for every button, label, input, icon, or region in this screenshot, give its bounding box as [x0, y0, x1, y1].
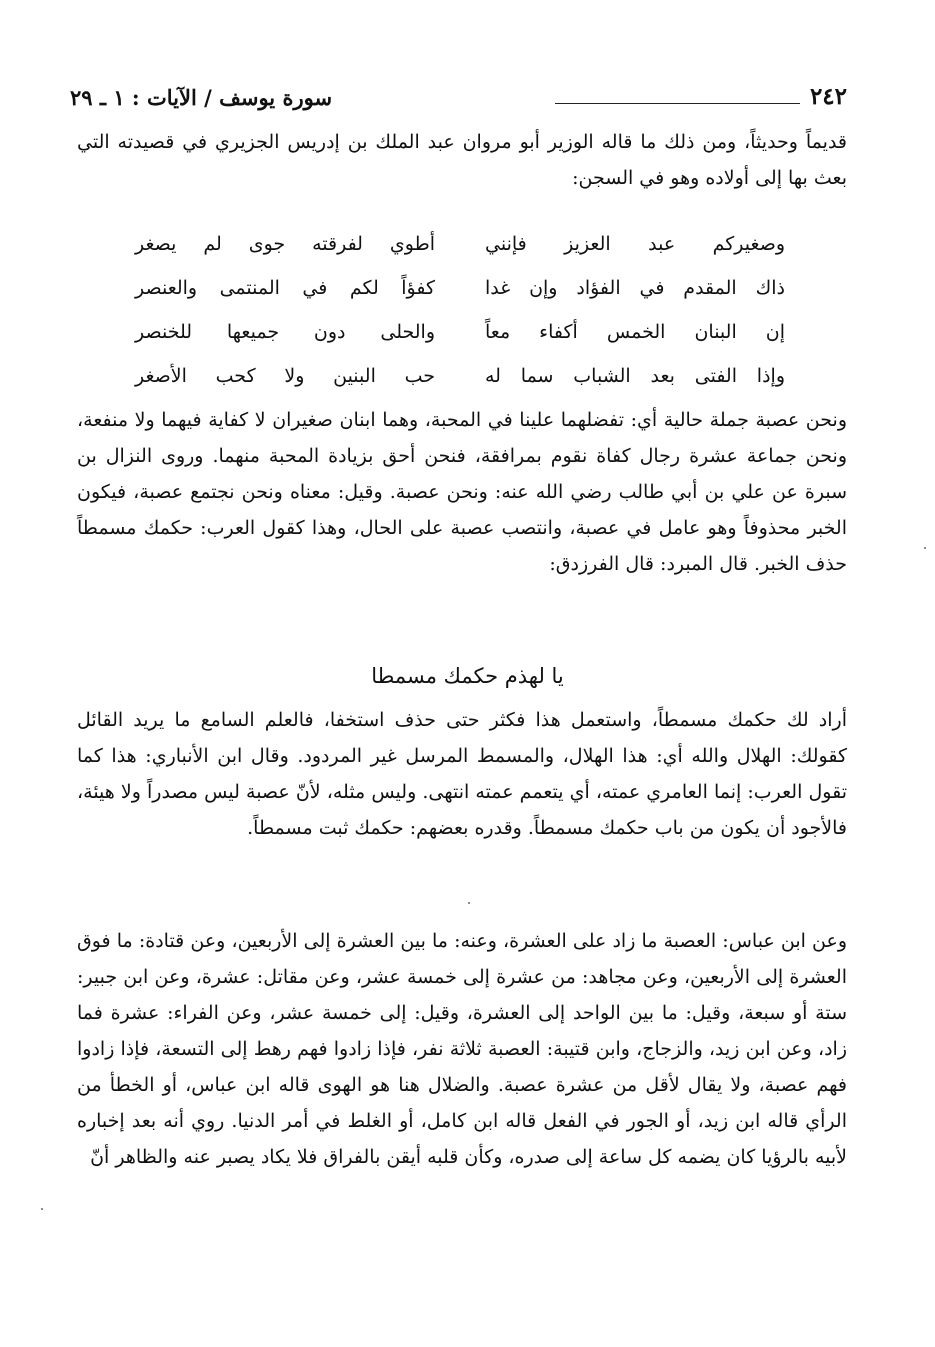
commentary-paragraph-1-text: ونحن عصبة جملة حالية أي: تفضلهما علينا في المحبة، وهما ابنان صغيران لا كفاية فيهما ولا منفعة، ونحن جماعة عشرة رجال كفاة نقوم بمرافقة، فنحن أحق بزيادة المحبة منهما. وروى النزال بن سبرة عن علي بن أبي طالب رضي الله عنه: ونحن عصبة. وقيل: معناه ونحن نجتمع عصبة، فيكون الخبر محذوفاً وهو عامل في عصبة، وانتصب عصبة على الحال، وهذا كقول العرب: حكمك مسمطاً حذف الخبر. قال المبرد: قال الفرزدق:	[77, 409, 847, 575]
poem-hemistich-left: كفؤاً لكم في المنتمى والعنصر	[135, 277, 435, 299]
page-header	[70, 68, 847, 108]
commentary-paragraph-3	[77, 923, 847, 1175]
page-number: ٢٤٢	[809, 83, 847, 110]
commentary-paragraph-3-text: وعن ابن عباس: العصبة ما زاد على العشرة، وعنه: ما بين العشرة إلى الأربعين، وعن قتادة: ما فوق العشرة إلى الأربعين، وعن مجاهد: من عشرة إلى خمسة عشر، وعن مقاتل: عشرة، وعن ابن جبير: ستة أو سبعة، وقيل: ما بين الواحد إلى العشرة، وقيل: إلى خمسة عشر، وعن الفراء: عشرة فما زاد، وعن ابن زيد، والزجاج، وابن قتيبة: العصبة ثلاثة نفر، فإذا زادوا فهم رهط إلى التسعة، فإذا زادوا فهم عصبة، ولا يقال لأقل من عشرة عصبة. والضلال هنا هو الهوى قاله ابن عباس، أو الخطأ من الرأي قاله ابن زيد، أو الجور في الفعل قاله ابن كامل، أو الغلط في أمر الدنيا. روي أنه بعد إخباره لأبيه بالرؤيا كان يضمه كل ساعة إلى صدره، وكأن قلبه أيقن بالفراق فلا يكاد يصبر عنه والظاهر أنّ	[77, 930, 847, 1168]
centered-verse: يا لهذم حكمك مسمطا	[371, 664, 564, 688]
poem-block	[135, 222, 785, 398]
running-title: سورة يوسف / الآيات : ١ ـ ٢٩	[70, 85, 333, 110]
commentary-paragraph-1	[77, 402, 847, 582]
header-right-group	[555, 85, 847, 108]
poem-hemistich-left: حب البنين ولا كحب الأصغر	[135, 365, 435, 387]
poem-hemistich-right: إن البنان الخمس أكفاء معاً	[485, 321, 785, 343]
poem-hemistich-right: ذاك المقدم في الفؤاد وإن غدا	[485, 277, 785, 299]
header-rule	[555, 103, 800, 104]
intro-paragraph-text: قديماً وحديثاً، ومن ذلك ما قاله الوزير أبو مروان عبد الملك بن إدريس الجزيري في قصيدته التي بعث بها إلى أولاده وهو في السجن:	[77, 131, 847, 189]
poem-hemistich-left: أطوي لفرقته جوى لم يصغر	[135, 233, 435, 255]
poem-verse	[135, 222, 785, 266]
commentary-paragraph-2	[77, 702, 847, 846]
scan-speck	[924, 547, 926, 549]
scan-speck	[468, 902, 470, 904]
commentary-paragraph-2-text: أراد لك حكمك مسمطاً، واستعمل هذا فكثر حتى حذف استخفا، فالعلم السامع ما يريد القائل كقولك: الهلال والله أي: هذا الهلال، والمسمط المرسل غير المردود. وقال ابن الأنباري: هذا كما تقول العرب: إنما العامري عمته، أي يتعمم عمته انتهى. وليس مثله، لأنّ عصبة ليس مصدراً ولا هيئة، فالأجود أن يكون من باب حكمك مسمطاً. وقدره بعضهم: حكمك ثبت مسمطاً.	[77, 709, 847, 839]
poem-hemistich-left: والحلى دون جميعها للخنصر	[135, 321, 435, 343]
poem-hemistich-right: وصغيركم عبد العزيز فإنني	[485, 233, 785, 255]
poem-hemistich-right: وإذا الفتى بعد الشباب سما له	[485, 365, 785, 387]
poem-verse	[135, 354, 785, 398]
poem-verse	[135, 266, 785, 310]
intro-paragraph	[77, 124, 847, 196]
poem-verse	[135, 310, 785, 354]
scan-speck	[41, 1208, 43, 1210]
